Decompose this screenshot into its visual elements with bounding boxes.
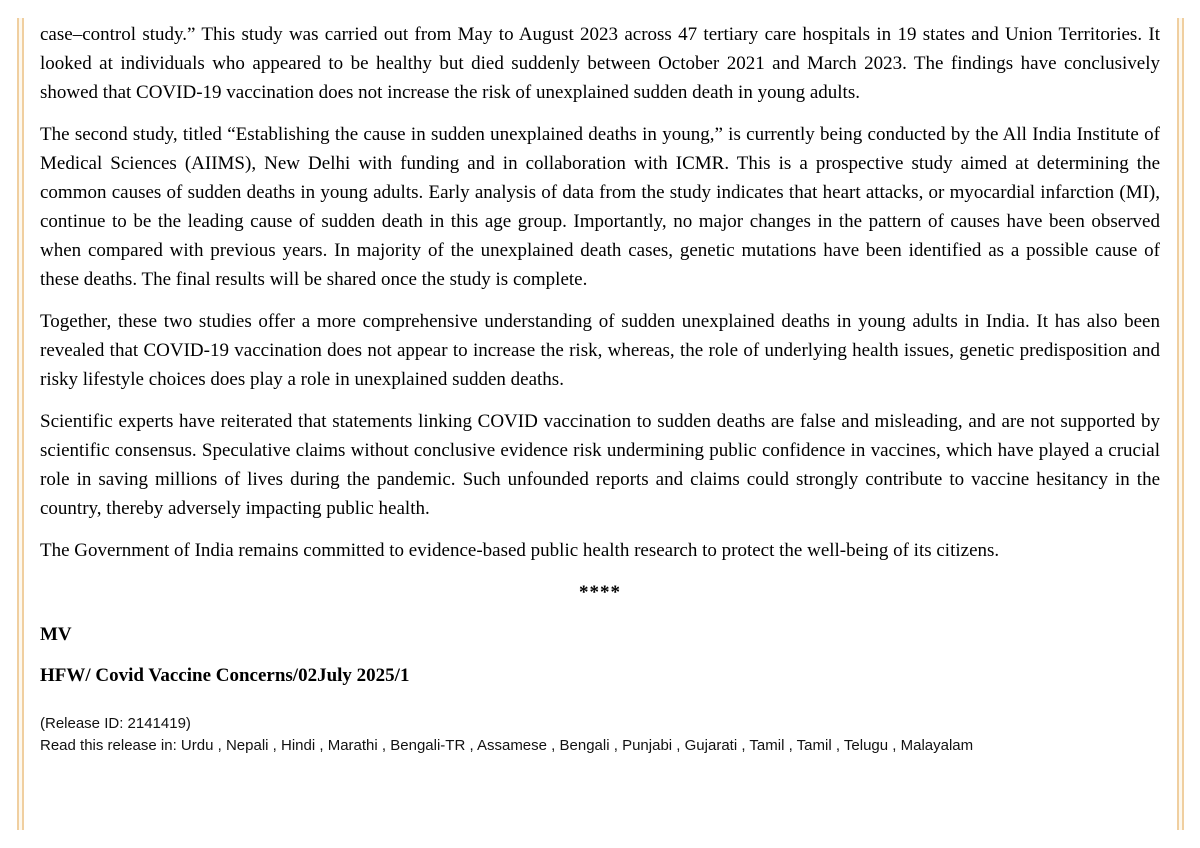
section-separator: **** <box>579 582 621 603</box>
language-link-assamese[interactable]: Assamese <box>476 737 547 754</box>
body-paragraphs <box>40 20 1160 565</box>
press-release-body <box>17 18 1184 830</box>
body-paragraph: Scientific experts have reiterated that statements linking COVID vaccination to sudden deaths are false and misleading, and are not supported by scientific consensus. Speculative claims without conclusive evidence risk undermining public confidence in vaccines, which have played a crucial role in saving millions of lives during the pandemic. Such unfounded reports and claims could strongly contribute to vaccine hesitancy in the country, thereby adversely impacting public health. <box>40 411 1160 519</box>
language-link-tamil[interactable]: Tamil <box>796 737 832 754</box>
language-links: Urdu , Nepali , Hindi , Marathi , Bengali-TR , Assamese , Bengali , Punjabi , Gujarati , Tamil , Tamil , Telugu , Malayalam <box>180 737 974 754</box>
language-link-urdu[interactable]: Urdu <box>180 737 214 754</box>
language-link-malayalam[interactable]: Malayalam <box>900 737 974 754</box>
release-footer <box>40 713 1160 757</box>
read-in-prefix: Read this release in: <box>40 737 181 754</box>
language-link-marathi[interactable]: Marathi <box>327 737 378 754</box>
read-in-line <box>40 735 1160 757</box>
release-reference: HFW/ Covid Vaccine Concerns/02July 2025/1 <box>40 665 410 686</box>
body-paragraph: Together, these two studies offer a more comprehensive understanding of sudden unexplained deaths in young adults in India. It has also been revealed that COVID-19 vaccination does not appear to increase the risk, whereas, the role of underlying health issues, genetic predisposition and risky lifestyle choices does play a role in unexplained sudden deaths. <box>40 311 1160 390</box>
language-link-tamil[interactable]: Tamil <box>749 737 785 754</box>
language-link-telugu[interactable]: Telugu <box>843 737 889 754</box>
language-link-punjabi[interactable]: Punjabi <box>622 737 673 754</box>
body-paragraph: The second study, titled “Establishing the cause in sudden unexplained deaths in young,” is currently being conducted by the All India Institute of Medical Sciences (AIIMS), New Delhi with funding and in collaboration with ICMR. This is a prospective study aimed at determining the common causes of sudden deaths in young adults. Early analysis of data from the study indicates that heart attacks, or myocardial infarction (MI), continue to be the leading cause of sudden death in this age group. Importantly, no major changes in the pattern of causes have been observed when compared with previous years. In majority of the unexplained death cases, genetic mutations have been identified as a possible cause of these deaths. The final results will be shared once the study is complete. <box>40 124 1160 290</box>
release-id: (Release ID: 2141419) <box>40 715 191 732</box>
press-release-page <box>17 18 1184 830</box>
language-link-gujarati[interactable]: Gujarati <box>684 737 738 754</box>
language-link-bengali[interactable]: Bengali <box>559 737 610 754</box>
language-link-nepali[interactable]: Nepali <box>225 737 269 754</box>
body-paragraph: case–control study.” This study was carried out from May to August 2023 across 47 tertiary care hospitals in 19 states and Union Territories. It looked at individuals who appeared to be healthy but died suddenly between October 2021 and March 2023. The findings have conclusively showed that COVID-19 vaccination does not increase the risk of unexplained sudden death in young adults. <box>40 24 1160 103</box>
language-link-bengali-tr[interactable]: Bengali-TR <box>390 737 466 754</box>
language-link-hindi[interactable]: Hindi <box>281 737 316 754</box>
author-initials: MV <box>40 624 72 645</box>
body-paragraph: The Government of India remains committed to evidence-based public health research to protect the well-being of its citizens. <box>40 540 1000 561</box>
